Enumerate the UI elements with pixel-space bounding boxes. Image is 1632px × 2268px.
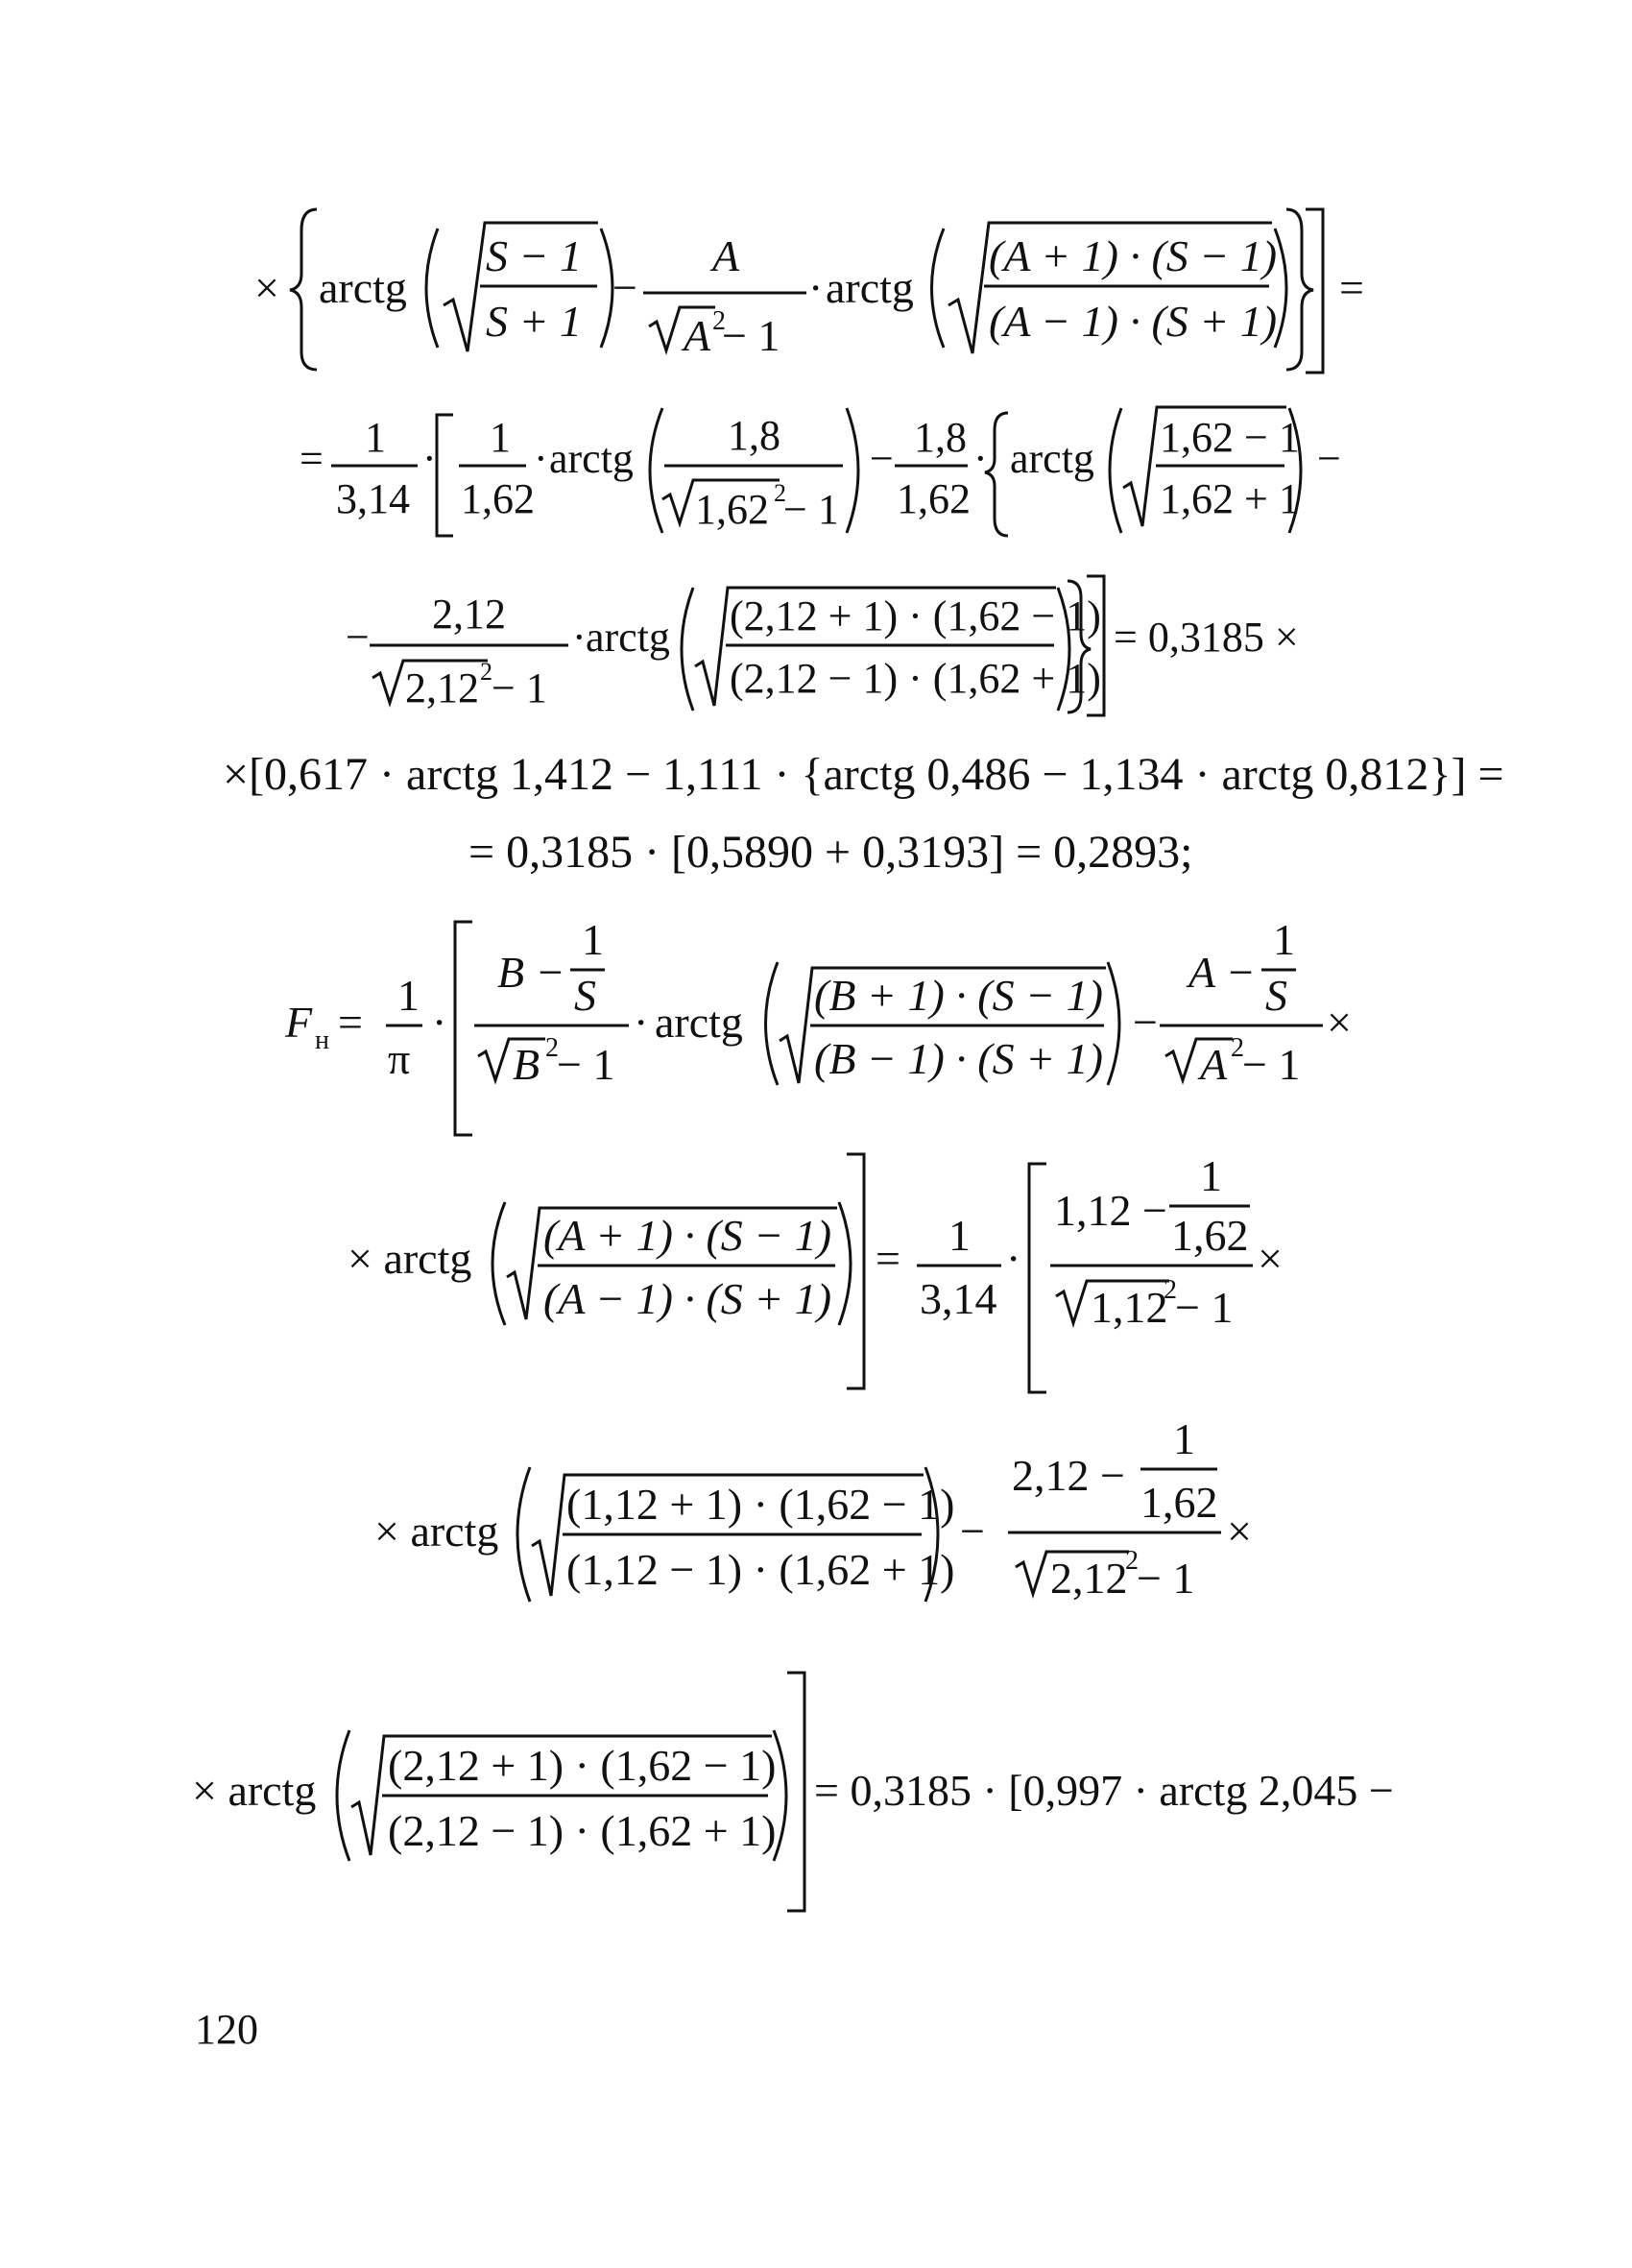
minus-one: − 1 (557, 1040, 615, 1089)
minus-sign: − (1133, 998, 1158, 1047)
dot-operator: · (432, 998, 447, 1047)
arctg-label: arctg (586, 614, 670, 661)
superscript: 2 (480, 658, 492, 686)
formula-line-5 (468, 827, 1193, 878)
right-square-bracket (787, 1673, 804, 1911)
inner-numerator: 1 (1273, 915, 1295, 964)
dot-operator: · (534, 435, 548, 482)
equals-sign: = (1339, 263, 1364, 312)
fraction-denominator: (2,12 − 1) · (1,62 + 1) (388, 1806, 777, 1855)
sqrt-base: 2,12 (405, 664, 479, 712)
subscript: н (315, 1025, 329, 1055)
fraction-denominator: 3,14 (336, 475, 410, 522)
page-number: 120 (195, 2006, 258, 2053)
inner-numerator: 1 (582, 915, 604, 964)
left-paren (1110, 408, 1121, 533)
superscript: 2 (1125, 1546, 1139, 1576)
left-square-bracket (437, 415, 453, 536)
fraction-denominator: 3,14 (920, 1274, 997, 1323)
times-sign: × (254, 263, 279, 312)
fraction-denominator: S + 1 (486, 297, 583, 346)
fraction-numerator: (2,12 + 1) · (1,62 − 1) (730, 592, 1101, 639)
formula-line-8 (374, 1414, 1252, 1603)
right-paren (601, 229, 612, 348)
fraction-numerator: B − (497, 948, 565, 997)
equals-sign: = (876, 1234, 900, 1283)
minus-one: − 1 (722, 311, 780, 360)
left-paren (932, 229, 945, 348)
right-curly-brace (1286, 209, 1313, 370)
fraction-numerator: (2,12 + 1) · (1,62 − 1) (388, 1741, 777, 1790)
left-paren (650, 408, 662, 533)
inner-numerator: 1 (1200, 1151, 1222, 1200)
function-symbol: F (285, 998, 313, 1047)
fraction-denominator: (2,12 − 1) · (1,62 + 1) (730, 655, 1101, 702)
inner-numerator: 1 (1173, 1414, 1195, 1463)
superscript: 2 (712, 306, 726, 336)
dot-operator: · (808, 263, 824, 312)
fraction-numerator: 1,62 − 1 (1160, 414, 1300, 461)
superscript: 2 (1231, 1033, 1244, 1063)
fraction-denominator: (A − 1) · (S + 1) (543, 1274, 832, 1323)
fraction-numerator: (A + 1) · (S − 1) (543, 1211, 832, 1260)
formula-text: ×[0,617 · arctg 1,412 − 1,111 · {arctg 0,486 − 1,134 · arctg 0,812}] = (223, 749, 1504, 800)
left-square-bracket (455, 922, 472, 1135)
sqrt-base: 2,12 (1050, 1554, 1128, 1603)
times-sign: × (1227, 1507, 1252, 1556)
formula-line-7 (348, 1151, 1283, 1392)
fraction-numerator: (B + 1) · (S − 1) (814, 971, 1103, 1020)
superscript: 2 (774, 479, 786, 507)
sqrt-base: A (684, 311, 711, 360)
minus-one: − 1 (492, 664, 547, 712)
fraction-numerator: S − 1 (486, 231, 583, 280)
arctg-label: × arctg (348, 1234, 472, 1283)
sqrt-base: 1,62 (695, 486, 769, 533)
formula-line-3 (346, 576, 1299, 715)
equals-sign: = (300, 435, 324, 482)
result-text: = 0,3185 · [0,997 · arctg 2,045 − (814, 1766, 1394, 1815)
inner-denominator: 1,62 (1140, 1478, 1218, 1527)
minus-one: − 1 (1137, 1554, 1195, 1603)
arctg-label: arctg (1010, 435, 1094, 482)
superscript: 2 (1164, 1275, 1177, 1305)
fraction-denominator: 1,62 (461, 475, 535, 522)
formula-line-2 (300, 407, 1341, 536)
fraction-denominator: (A − 1) · (S + 1) (989, 297, 1278, 346)
minus-sign: − (870, 435, 894, 482)
right-paren (839, 1202, 851, 1325)
dot-operator: · (572, 614, 587, 661)
fraction-denominator: (B − 1) · (S + 1) (814, 1034, 1103, 1083)
fraction-denominator: 1,62 (897, 475, 971, 522)
fraction-numerator: 1 (948, 1211, 971, 1260)
arctg-label: × arctg (374, 1507, 499, 1556)
inner-denominator: 1,62 (1171, 1211, 1249, 1260)
arctg-label: arctg (319, 263, 407, 312)
dot-operator: · (422, 435, 437, 482)
fraction-denominator: π (388, 1034, 411, 1083)
left-paren (337, 1730, 349, 1861)
minus-one: − 1 (783, 486, 839, 533)
formula-line-1 (254, 209, 1364, 373)
fraction-denominator: 1,62 + 1 (1160, 475, 1300, 522)
left-paren (766, 962, 779, 1085)
left-paren (492, 1202, 505, 1325)
left-curly-brace (985, 413, 1008, 536)
arctg-label: arctg (826, 263, 914, 312)
times-sign: × (1258, 1234, 1283, 1283)
dot-operator: · (634, 998, 649, 1047)
minus-one: − 1 (1175, 1283, 1234, 1332)
fraction-numerator: 1 (490, 414, 511, 461)
fraction-numerator: 1,8 (728, 412, 780, 459)
right-paren (1108, 962, 1119, 1085)
fraction-numerator: (A + 1) · (S − 1) (989, 231, 1278, 280)
fraction-numerator: 2,12 − (1012, 1451, 1125, 1500)
dot-operator: · (973, 435, 988, 482)
left-curly-brace (290, 209, 317, 370)
fraction-numerator: A (712, 231, 740, 280)
formula-line-6 (284, 915, 1352, 1135)
fraction-numerator: 1 (365, 414, 386, 461)
superscript: 2 (545, 1033, 559, 1063)
trailing-minus: − (1317, 435, 1341, 482)
fraction-numerator: 2,12 (432, 591, 506, 638)
minus-sign: − (612, 263, 637, 312)
inner-denominator: S (574, 971, 596, 1020)
sqrt-base: 1,12 (1091, 1283, 1168, 1332)
dot-operator: · (1006, 1234, 1021, 1283)
left-paren (517, 1467, 530, 1602)
times-sign: × (1327, 998, 1352, 1047)
result-text: = 0,3185 × (1114, 614, 1299, 661)
right-paren (847, 408, 858, 533)
equals-sign: = (338, 998, 363, 1047)
arctg-label: arctg (655, 998, 743, 1047)
fraction-numerator: 1,8 (914, 414, 967, 461)
minus-one: − 1 (1242, 1040, 1301, 1089)
left-paren (682, 588, 693, 711)
sqrt-base: A (1200, 1040, 1228, 1089)
minus-sign: − (346, 614, 370, 661)
arctg-label: × arctg (192, 1766, 317, 1815)
fraction-numerator: (1,12 + 1) · (1,62 − 1) (566, 1480, 955, 1529)
arctg-label: arctg (549, 435, 634, 482)
formula-line-4 (223, 749, 1504, 800)
left-square-bracket (1029, 1164, 1046, 1392)
minus-sign: − (960, 1507, 985, 1556)
fraction-denominator: (1,12 − 1) · (1,62 + 1) (566, 1545, 955, 1594)
fraction-numerator: 1 (397, 971, 420, 1020)
left-paren (426, 229, 438, 348)
sqrt-base: B (513, 1040, 540, 1089)
inner-denominator: S (1265, 971, 1287, 1020)
formula-line-9 (192, 1673, 1394, 1911)
fraction-numerator: 1,12 − (1054, 1186, 1167, 1235)
formula-text: = 0,3185 · [0,5890 + 0,3193] = 0,2893; (468, 827, 1193, 878)
fraction-numerator: A − (1188, 948, 1256, 997)
